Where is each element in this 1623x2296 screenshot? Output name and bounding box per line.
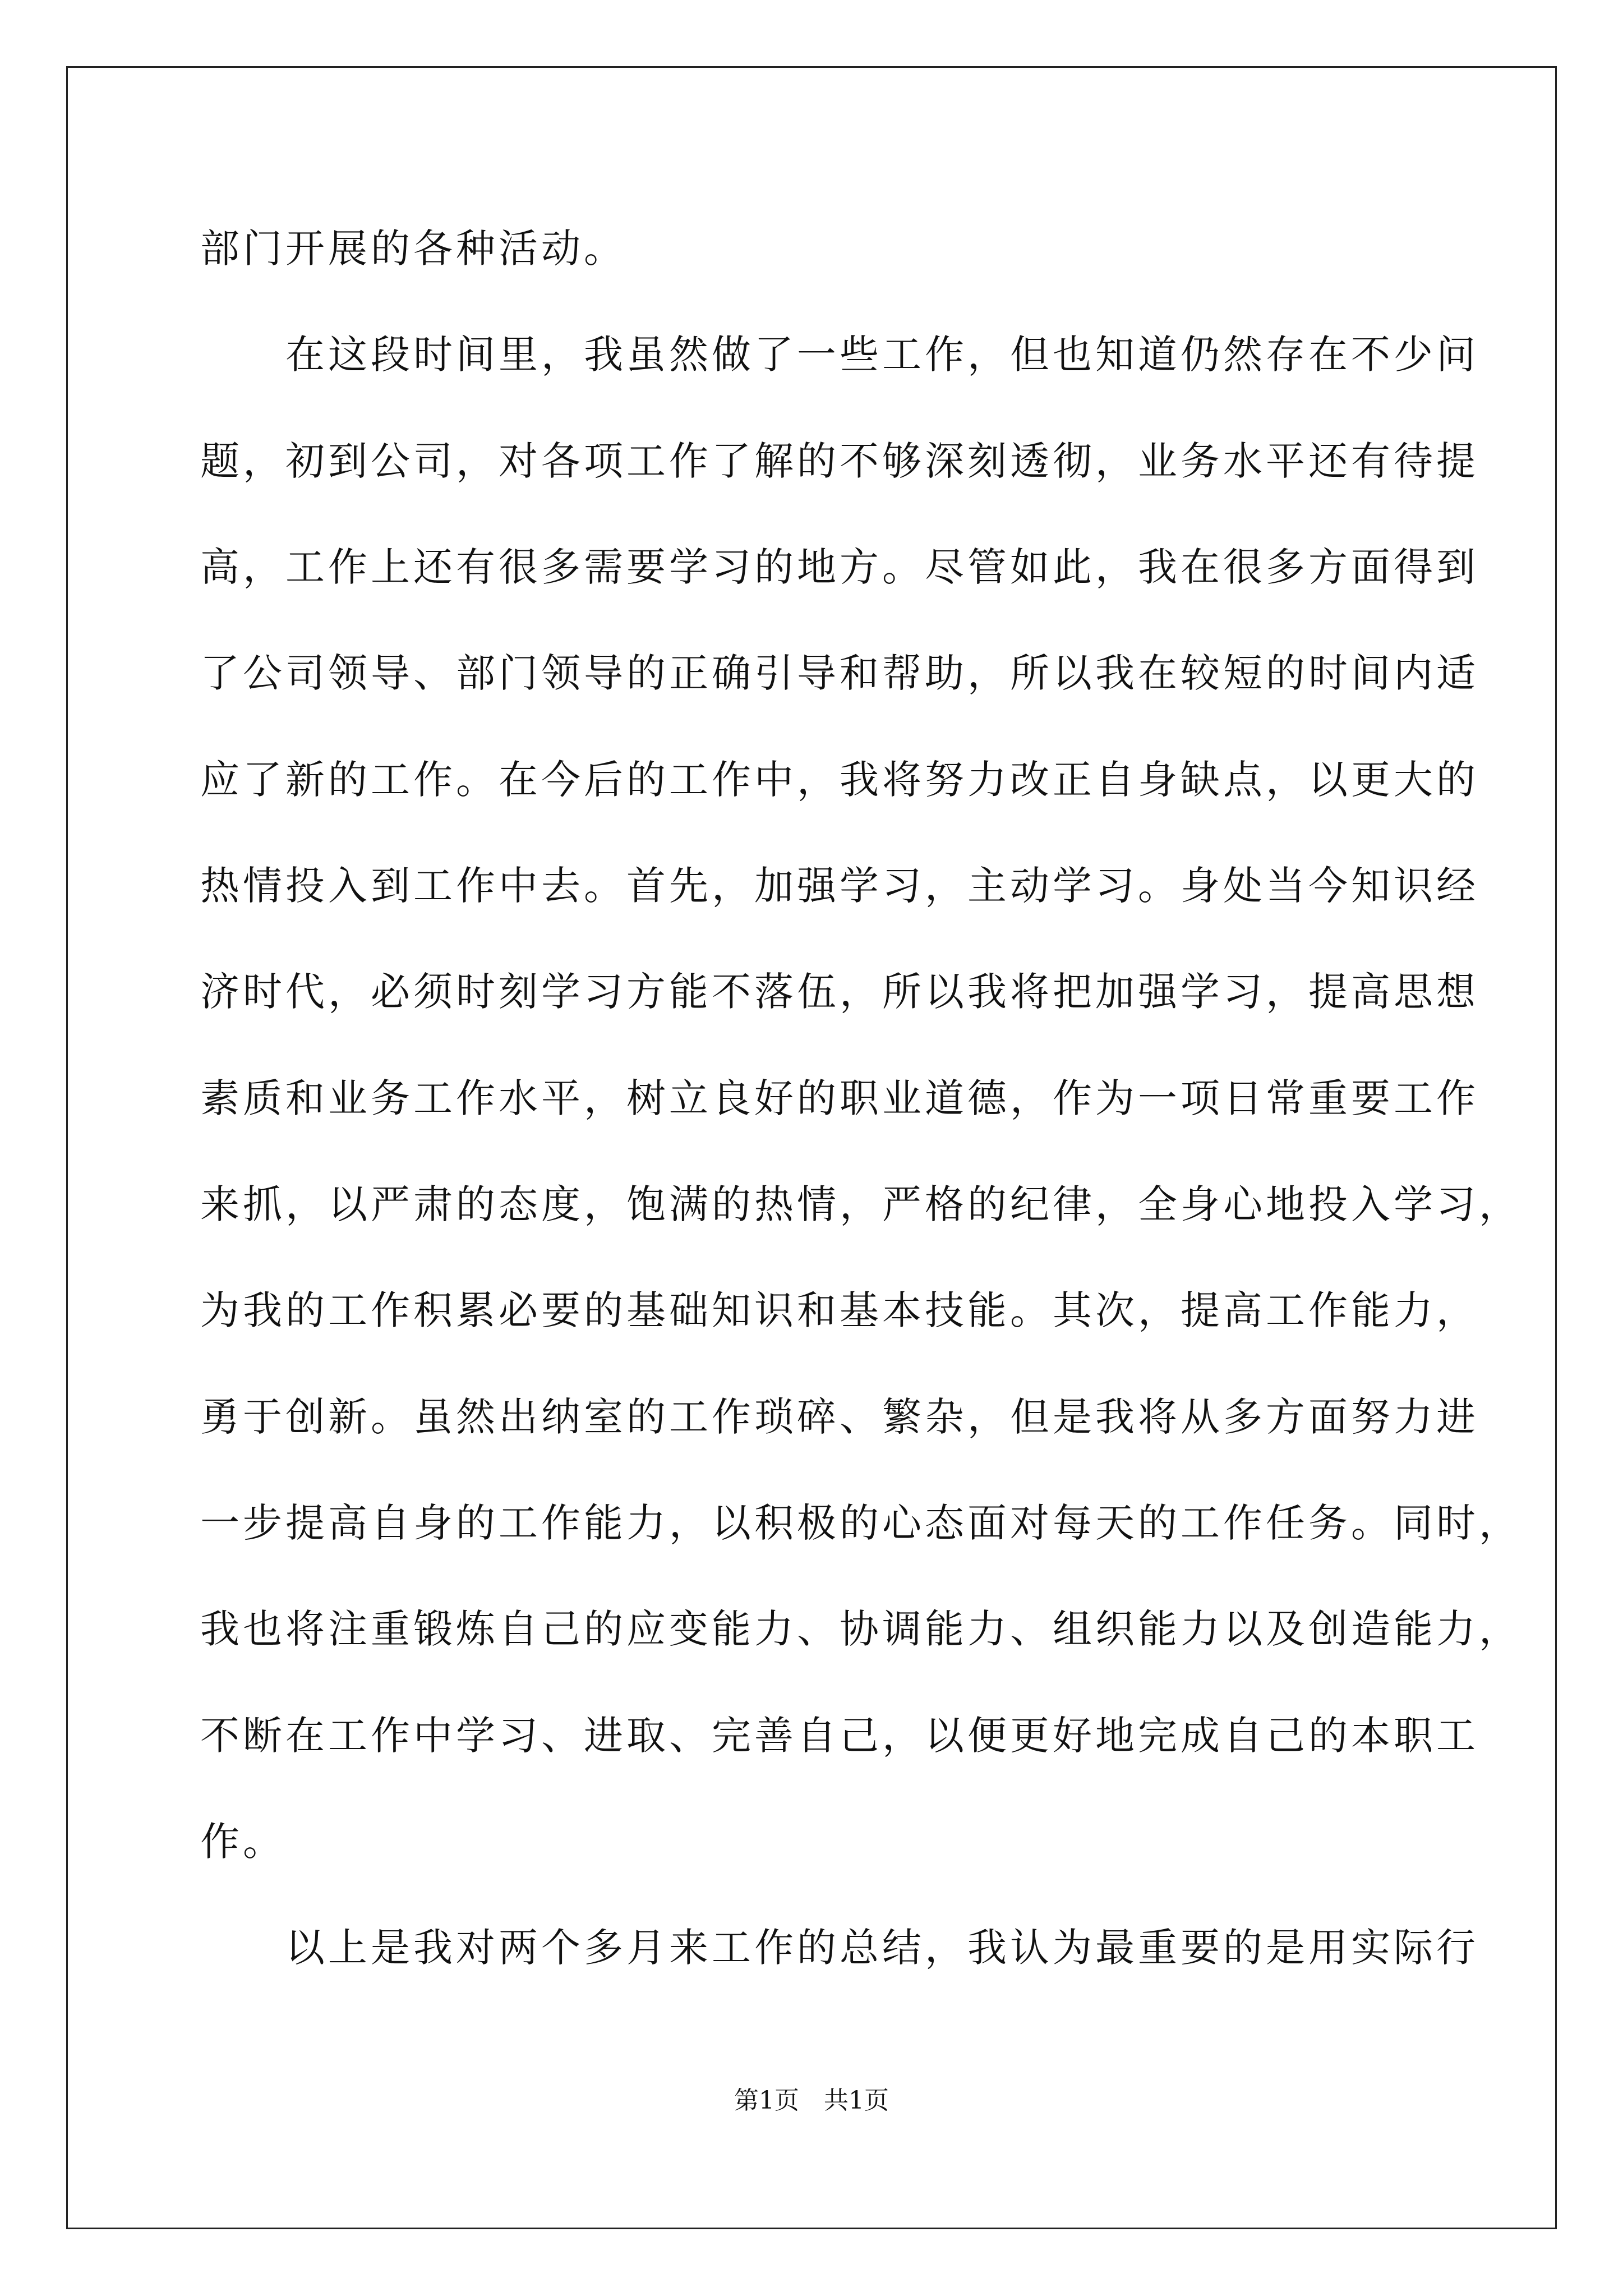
text-line: 热情投入到工作中去。首先，加强学习，主动学习。身处当今知识经 — [200, 863, 1479, 909]
text-line: 了公司领导、部门领导的正确引导和帮助，所以我在较短的时间内适 — [200, 650, 1479, 696]
text-line: 应了新的工作。在今后的工作中，我将努力改正自身缺点，以更大的 — [200, 757, 1479, 803]
text-line: 高，工作上还有很多需要学习的地方。尽管如此，我在很多方面得到 — [200, 544, 1479, 590]
text-line: 素质和业务工作水平，树立良好的职业道德，作为一项日常重要工作 — [200, 1075, 1479, 1121]
text-line: 在这段时间里，我虽然做了一些工作，但也知道仍然存在不少问 — [200, 332, 1479, 378]
text-line: 济时代，必须时刻学习方能不落伍，所以我将把加强学习，提高思想 — [200, 969, 1479, 1015]
text-line: 我也将注重锻炼自己的应变能力、协调能力、组织能力以及创造能力， — [200, 1606, 1521, 1652]
text-line: 一步提高自身的工作能力，以积极的心态面对每天的工作任务。同时， — [200, 1500, 1521, 1546]
text-line: 作。 — [200, 1819, 285, 1865]
text-line: 来抓，以严肃的态度，饱满的热情，严格的纪律，全身心地投入学习， — [200, 1181, 1521, 1227]
text-line: 题，初到公司，对各项工作了解的不够深刻透彻，业务水平还有待提 — [200, 438, 1479, 484]
page-number-footer: 第1页 共1页 — [734, 2086, 889, 2115]
text-line: 部门开展的各种活动。 — [200, 226, 626, 272]
text-line: 为我的工作积累必要的基础知识和基本技能。其次，提高工作能力， — [200, 1287, 1479, 1333]
text-line: 以上是我对两个多月来工作的总结，我认为最重要的是用实际行 — [200, 1925, 1479, 1971]
text-line: 勇于创新。虽然出纳室的工作琐碎、繁杂，但是我将从多方面努力进 — [200, 1394, 1479, 1440]
text-line: 不断在工作中学习、进取、完善自己，以便更好地完成自己的本职工 — [200, 1713, 1479, 1759]
